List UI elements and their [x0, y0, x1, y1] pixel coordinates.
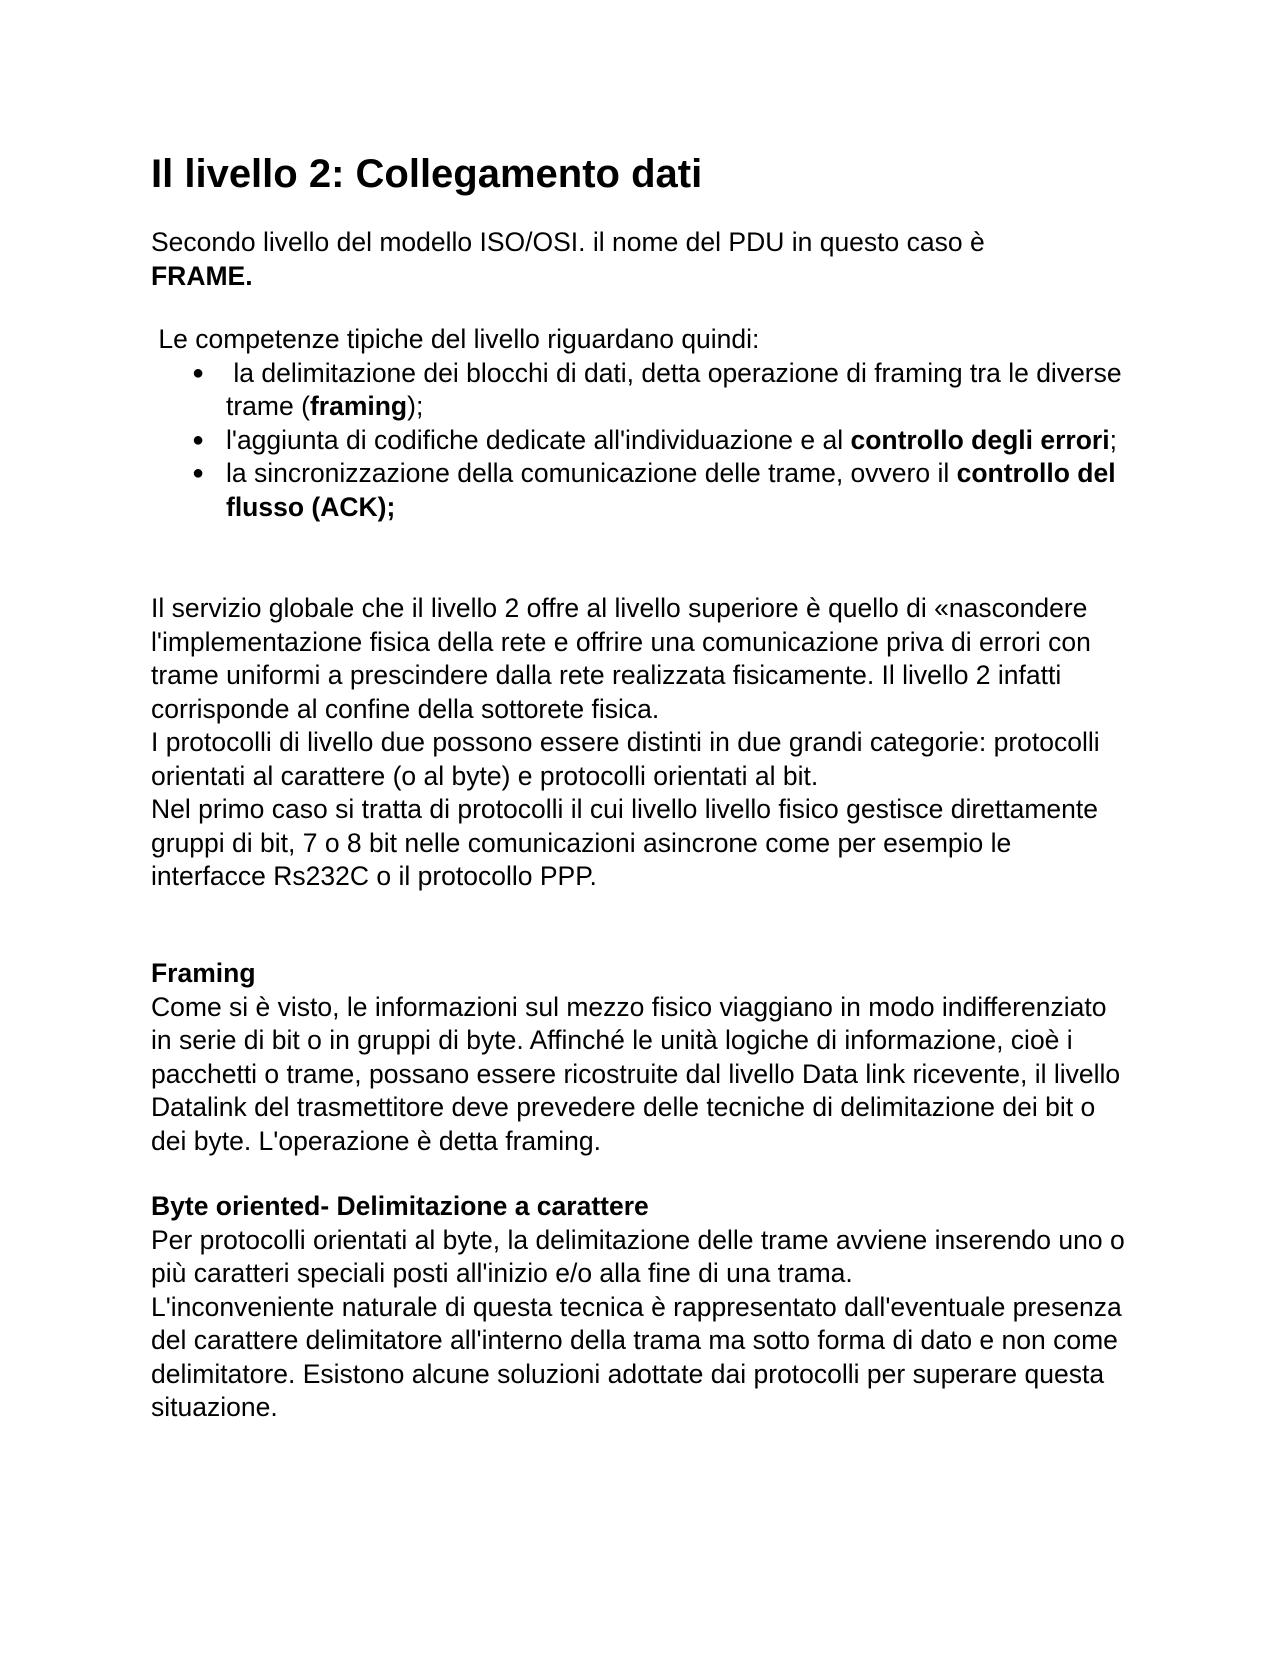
list-item: ● la delimitazione dei blocchi di dati, detta operazione di framing tra le diverse trame (framing);: [192, 357, 1129, 421]
byte-oriented-heading: Byte oriented- Delimitazione a carattere: [151, 1191, 649, 1221]
competenze-lead: Le competenze tipiche del livello riguardano quindi:: [151, 324, 760, 354]
byte-oriented-paragraph-2: L'inconveniente naturale di questa tecnica è rappresentato dall'eventuale presenza del carattere delimitatore all'interno della trama ma sotto forma di dato e non come delimitatore. Esistono alcune soluzioni adottate dai protocolli per superare questa situazione.: [151, 1291, 1122, 1422]
byte-oriented-section: [151, 1190, 1131, 1425]
bullet-icon: ●: [192, 361, 205, 384]
list-item: ● l'aggiunta di codifiche dedicate all'individuazione e al controllo degli errori;: [151, 424, 1131, 458]
bullet-icon: ●: [192, 428, 205, 451]
intro-paragraph: [151, 226, 1131, 293]
framing-section: [151, 957, 1131, 1158]
servizio-paragraph-3: Nel primo caso si tratta di protocolli il cui livello livello fisico gestisce direttamente gruppi di bit, 7 o 8 bit nelle comunicazioni asincrone come per esempio le interfacce Rs232C o il protocollo PPP.: [151, 794, 1099, 891]
competenze-list: [151, 357, 1131, 525]
servizio-paragraph-2: I protocolli di livello due possono essere distinti in due grandi categorie: protocolli orientati al carattere (o al byte) e protocolli orientati al bit.: [151, 727, 1100, 791]
framing-heading: Framing: [151, 958, 256, 988]
competenze-section: [151, 323, 1131, 524]
byte-oriented-paragraph-1: Per protocolli orientati al byte, la delimitazione delle trame avviene inserendo uno o più caratteri speciali posti all'inizio e/o alla fine di una trama.: [151, 1224, 1125, 1288]
page-title: Il livello 2: Collegamento dati: [151, 152, 703, 196]
intro-bold: FRAME.: [151, 260, 253, 291]
servizio-paragraph-1: Il servizio globale che il livello 2 offre al livello superiore è quello di «nascondere l'implementazione fisica della rete e offrire una comunicazione priva di errori con trame uniformi a prescindere dalla rete realizzata fisicamente. Il livello 2 infatti corrisponde al confine della sottorete fisica.: [151, 593, 1091, 724]
bullet-icon: ●: [192, 462, 205, 484]
framing-body: Come si è visto, le informazioni sul mezzo fisico viaggiano in modo indifferenziato in serie di bit o in gruppi di byte. Affinché le unità logiche di informazione, cioè i pacchetti o trame, possano essere ricostruite dal livello Data link ricevente, il livello Datalink del trasmettitore deve prevedere delle tecniche di delimitazione dei bit o dei byte. L'operazione è detta framing.: [151, 991, 1121, 1156]
list-item: ● la sincronizzazione della comunicazione delle trame, ovvero il controllo del flusso (ACK);: [192, 458, 1116, 522]
intro-text: Secondo livello del modello ISO/OSI. il nome del PDU in questo caso è: [151, 227, 985, 257]
servizio-section: [151, 592, 1131, 894]
